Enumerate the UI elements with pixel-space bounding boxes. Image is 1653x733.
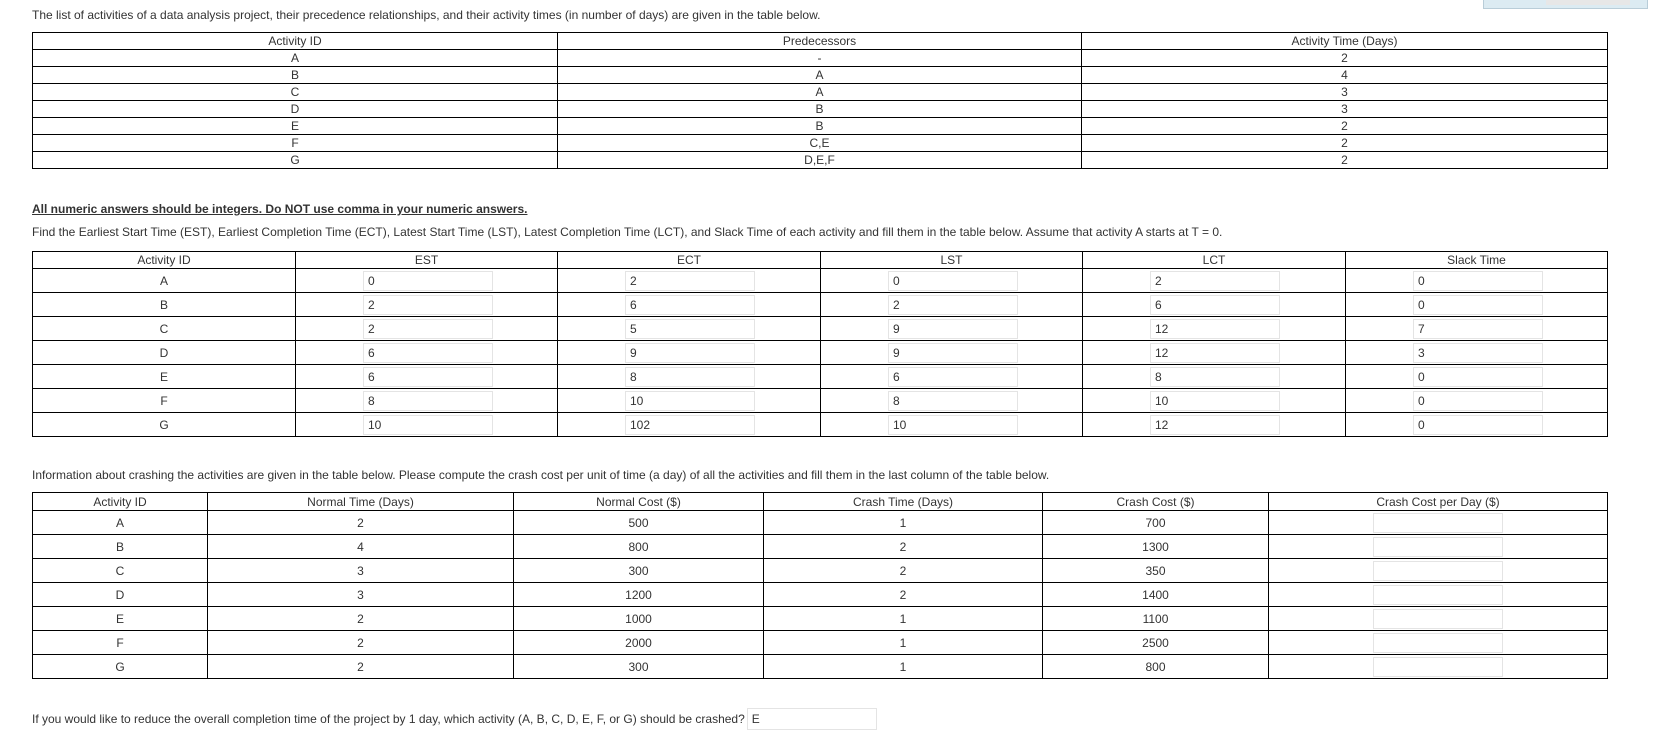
header-predecessors: Predecessors — [558, 33, 1082, 50]
activity-id-cell: B — [33, 67, 558, 84]
est-cell — [296, 317, 558, 341]
lct-input[interactable] — [1150, 295, 1280, 315]
header-est: EST — [296, 252, 558, 269]
lst-input[interactable] — [888, 391, 1018, 411]
normal-cost-cell: 1200 — [514, 583, 764, 607]
ect-cell — [558, 341, 821, 365]
est-cell — [296, 341, 558, 365]
slack-cell — [1346, 293, 1608, 317]
lct-cell — [1083, 269, 1346, 293]
crash-time-cell: 1 — [764, 655, 1043, 679]
predecessors-cell: D,E,F — [558, 152, 1082, 169]
crash-cost-per-day-cell — [1269, 535, 1608, 559]
activity-id-cell: A — [33, 50, 558, 67]
est-input[interactable] — [363, 391, 493, 411]
crash-cost-cell: 2500 — [1043, 631, 1269, 655]
crash-cost-cell: 350 — [1043, 559, 1269, 583]
id-cell: E — [33, 607, 208, 631]
lct-cell — [1083, 365, 1346, 389]
table-row — [33, 317, 1608, 341]
est-cell — [296, 269, 558, 293]
schedule-table-header — [33, 252, 1608, 269]
crash-question — [32, 708, 877, 730]
crash-activity-input[interactable] — [747, 708, 877, 730]
crash-cost-cell: 1100 — [1043, 607, 1269, 631]
normal-cost-cell: 300 — [514, 655, 764, 679]
slack-cell — [1346, 365, 1608, 389]
activity-id-cell: F — [33, 135, 558, 152]
normal-time-cell: 2 — [208, 511, 514, 535]
crash-cost-per-day-cell — [1269, 631, 1608, 655]
slack-input[interactable] — [1413, 271, 1543, 291]
header-normal-cost: Normal Cost ($) — [514, 493, 764, 511]
top-toolbar-widget-inner — [1546, 0, 1630, 5]
est-cell — [296, 293, 558, 317]
slack-input[interactable] — [1413, 367, 1543, 387]
crash-cost-cell: 1400 — [1043, 583, 1269, 607]
ect-cell — [558, 365, 821, 389]
header-crash-cost: Crash Cost ($) — [1043, 493, 1269, 511]
table-row — [33, 152, 1608, 169]
header-lst: LST — [821, 252, 1083, 269]
activity-time-cell: 2 — [1082, 152, 1608, 169]
crash-table — [32, 492, 1608, 679]
table-row — [33, 135, 1608, 152]
lct-input[interactable] — [1150, 343, 1280, 363]
normal-time-cell: 2 — [208, 607, 514, 631]
table-row — [33, 511, 1608, 535]
est-cell — [296, 389, 558, 413]
lct-input[interactable] — [1150, 271, 1280, 291]
crash-time-cell: 2 — [764, 583, 1043, 607]
ect-cell — [558, 317, 821, 341]
table-row — [33, 341, 1608, 365]
est-cell — [296, 413, 558, 437]
header-crash-cost-per-day: Crash Cost per Day ($) — [1269, 493, 1608, 511]
ect-cell — [558, 269, 821, 293]
activity-time-cell: 2 — [1082, 118, 1608, 135]
slack-cell — [1346, 269, 1608, 293]
instruction-text: Find the Earliest Start Time (EST), Earliest Completion Time (ECT), Latest Start Time (LST), Latest Completion Time (LCT), and Slack Time of each activity and fill them in the table below. Assume that activity A starts at T = 0. — [32, 225, 1223, 239]
slack-cell — [1346, 317, 1608, 341]
normal-time-cell: 4 — [208, 535, 514, 559]
table-row — [33, 84, 1608, 101]
ect-cell — [558, 389, 821, 413]
crash-cost-cell: 700 — [1043, 511, 1269, 535]
lst-cell — [821, 365, 1083, 389]
est-input[interactable] — [363, 319, 493, 339]
lst-cell — [821, 269, 1083, 293]
slack-cell — [1346, 389, 1608, 413]
predecessors-cell: - — [558, 50, 1082, 67]
lst-cell — [821, 413, 1083, 437]
crash-cost-per-day-input[interactable] — [1373, 609, 1503, 629]
table-row — [33, 559, 1608, 583]
header-slack-time: Slack Time — [1346, 252, 1608, 269]
ect-cell — [558, 413, 821, 437]
header-activity-time: Activity Time (Days) — [1082, 33, 1608, 50]
crash-time-cell: 2 — [764, 559, 1043, 583]
ect-input[interactable] — [625, 295, 755, 315]
table-row — [33, 631, 1608, 655]
predecessors-cell: A — [558, 67, 1082, 84]
lct-cell — [1083, 317, 1346, 341]
crash-cost-per-day-input[interactable] — [1373, 585, 1503, 605]
crash-cost-per-day-input[interactable] — [1373, 537, 1503, 557]
crash-cost-per-day-input[interactable] — [1373, 657, 1503, 677]
normal-cost-cell: 2000 — [514, 631, 764, 655]
normal-cost-cell: 500 — [514, 511, 764, 535]
predecessors-cell: B — [558, 101, 1082, 118]
table-row — [33, 293, 1608, 317]
lst-input[interactable] — [888, 319, 1018, 339]
activity-id-cell: G — [33, 413, 296, 437]
normal-cost-cell: 800 — [514, 535, 764, 559]
lst-cell — [821, 389, 1083, 413]
ect-input[interactable] — [625, 391, 755, 411]
table-row — [33, 365, 1608, 389]
lst-cell — [821, 341, 1083, 365]
ect-cell — [558, 293, 821, 317]
activity-time-cell: 3 — [1082, 101, 1608, 118]
id-cell: B — [33, 535, 208, 559]
slack-input[interactable] — [1413, 415, 1543, 435]
header-activity-id: Activity ID — [33, 33, 558, 50]
id-cell: A — [33, 511, 208, 535]
table-row — [33, 583, 1608, 607]
crash-cost-per-day-cell — [1269, 511, 1608, 535]
lst-cell — [821, 317, 1083, 341]
activity-id-cell: C — [33, 317, 296, 341]
slack-input[interactable] — [1413, 319, 1543, 339]
est-input[interactable] — [363, 415, 493, 435]
normal-cost-cell: 1000 — [514, 607, 764, 631]
crash-cost-cell: 1300 — [1043, 535, 1269, 559]
slack-cell — [1346, 413, 1608, 437]
est-input[interactable] — [363, 271, 493, 291]
crash-cost-per-day-input[interactable] — [1373, 561, 1503, 581]
crash-table-header — [33, 493, 1608, 511]
crash-question-label: If you would like to reduce the overall completion time of the project by 1 day, which activity (A, B, C, D, E, F, or G) should be crashed? — [32, 712, 745, 726]
activity-id-cell: C — [33, 84, 558, 101]
crash-cost-per-day-cell — [1269, 655, 1608, 679]
table-row — [33, 655, 1608, 679]
crash-cost-per-day-cell — [1269, 583, 1608, 607]
table-row — [33, 607, 1608, 631]
crash-cost-cell: 800 — [1043, 655, 1269, 679]
ect-input[interactable] — [625, 271, 755, 291]
lst-cell — [821, 293, 1083, 317]
crash-time-cell: 1 — [764, 511, 1043, 535]
lct-input[interactable] — [1150, 319, 1280, 339]
normal-time-cell: 2 — [208, 655, 514, 679]
predecessors-cell: A — [558, 84, 1082, 101]
activity-time-cell: 3 — [1082, 84, 1608, 101]
ect-input[interactable] — [625, 415, 755, 435]
lst-input[interactable] — [888, 271, 1018, 291]
activity-time-cell: 4 — [1082, 67, 1608, 84]
id-cell: C — [33, 559, 208, 583]
table-row — [33, 269, 1608, 293]
crash-time-cell: 1 — [764, 631, 1043, 655]
activity-id-cell: D — [33, 101, 558, 118]
table-row — [33, 101, 1608, 118]
header-ect: ECT — [558, 252, 821, 269]
crash-intro-text: Information about crashing the activities are given in the table below. Please compute the crash cost per unit of time (a day) of all the activities and fill them in the last column of the table below. — [32, 468, 1050, 482]
table-row — [33, 535, 1608, 559]
lst-input[interactable] — [888, 295, 1018, 315]
lct-input[interactable] — [1150, 415, 1280, 435]
id-cell: F — [33, 631, 208, 655]
lst-input[interactable] — [888, 367, 1018, 387]
crash-time-cell: 2 — [764, 535, 1043, 559]
intro-text: The list of activities of a data analysis project, their precedence relationships, and their activity times (in number of days) are given in the table below. — [32, 8, 821, 22]
top-toolbar-widget — [1483, 0, 1648, 9]
slack-input[interactable] — [1413, 391, 1543, 411]
slack-input[interactable] — [1413, 295, 1543, 315]
activity-id-cell: B — [33, 293, 296, 317]
id-cell: D — [33, 583, 208, 607]
crash-time-cell: 1 — [764, 607, 1043, 631]
table-row — [33, 50, 1608, 67]
lct-input[interactable] — [1150, 391, 1280, 411]
activity-time-cell: 2 — [1082, 50, 1608, 67]
est-input[interactable] — [363, 295, 493, 315]
crash-cost-per-day-cell — [1269, 607, 1608, 631]
slack-cell — [1346, 341, 1608, 365]
schedule-table — [32, 251, 1608, 437]
activities-table — [32, 32, 1608, 169]
header-activity-id: Activity ID — [33, 493, 208, 511]
lct-input[interactable] — [1150, 367, 1280, 387]
est-cell — [296, 365, 558, 389]
ect-input[interactable] — [625, 319, 755, 339]
lct-cell — [1083, 341, 1346, 365]
activity-time-cell: 2 — [1082, 135, 1608, 152]
predecessors-cell: B — [558, 118, 1082, 135]
header-normal-time: Normal Time (Days) — [208, 493, 514, 511]
activity-id-cell: E — [33, 118, 558, 135]
lct-cell — [1083, 293, 1346, 317]
activity-id-cell: E — [33, 365, 296, 389]
est-input[interactable] — [363, 367, 493, 387]
table-row — [33, 67, 1608, 84]
est-input[interactable] — [363, 343, 493, 363]
header-lct: LCT — [1083, 252, 1346, 269]
id-cell: G — [33, 655, 208, 679]
activity-id-cell: D — [33, 341, 296, 365]
activity-id-cell: A — [33, 269, 296, 293]
normal-time-cell: 3 — [208, 559, 514, 583]
activity-id-cell: F — [33, 389, 296, 413]
crash-cost-per-day-cell — [1269, 559, 1608, 583]
lst-input[interactable] — [888, 343, 1018, 363]
table-row — [33, 118, 1608, 135]
lst-input[interactable] — [888, 415, 1018, 435]
crash-cost-per-day-input[interactable] — [1373, 513, 1503, 533]
integer-note: All numeric answers should be integers. Do NOT use comma in your numeric answers. — [32, 202, 528, 216]
normal-cost-cell: 300 — [514, 559, 764, 583]
ect-input[interactable] — [625, 343, 755, 363]
slack-input[interactable] — [1413, 343, 1543, 363]
activities-table-header — [33, 33, 1608, 50]
table-row — [33, 389, 1608, 413]
normal-time-cell: 2 — [208, 631, 514, 655]
normal-time-cell: 3 — [208, 583, 514, 607]
table-row — [33, 413, 1608, 437]
activity-id-cell: G — [33, 152, 558, 169]
lct-cell — [1083, 413, 1346, 437]
header-activity-id: Activity ID — [33, 252, 296, 269]
crash-cost-per-day-input[interactable] — [1373, 633, 1503, 653]
predecessors-cell: C,E — [558, 135, 1082, 152]
lct-cell — [1083, 389, 1346, 413]
ect-input[interactable] — [625, 367, 755, 387]
header-crash-time: Crash Time (Days) — [764, 493, 1043, 511]
